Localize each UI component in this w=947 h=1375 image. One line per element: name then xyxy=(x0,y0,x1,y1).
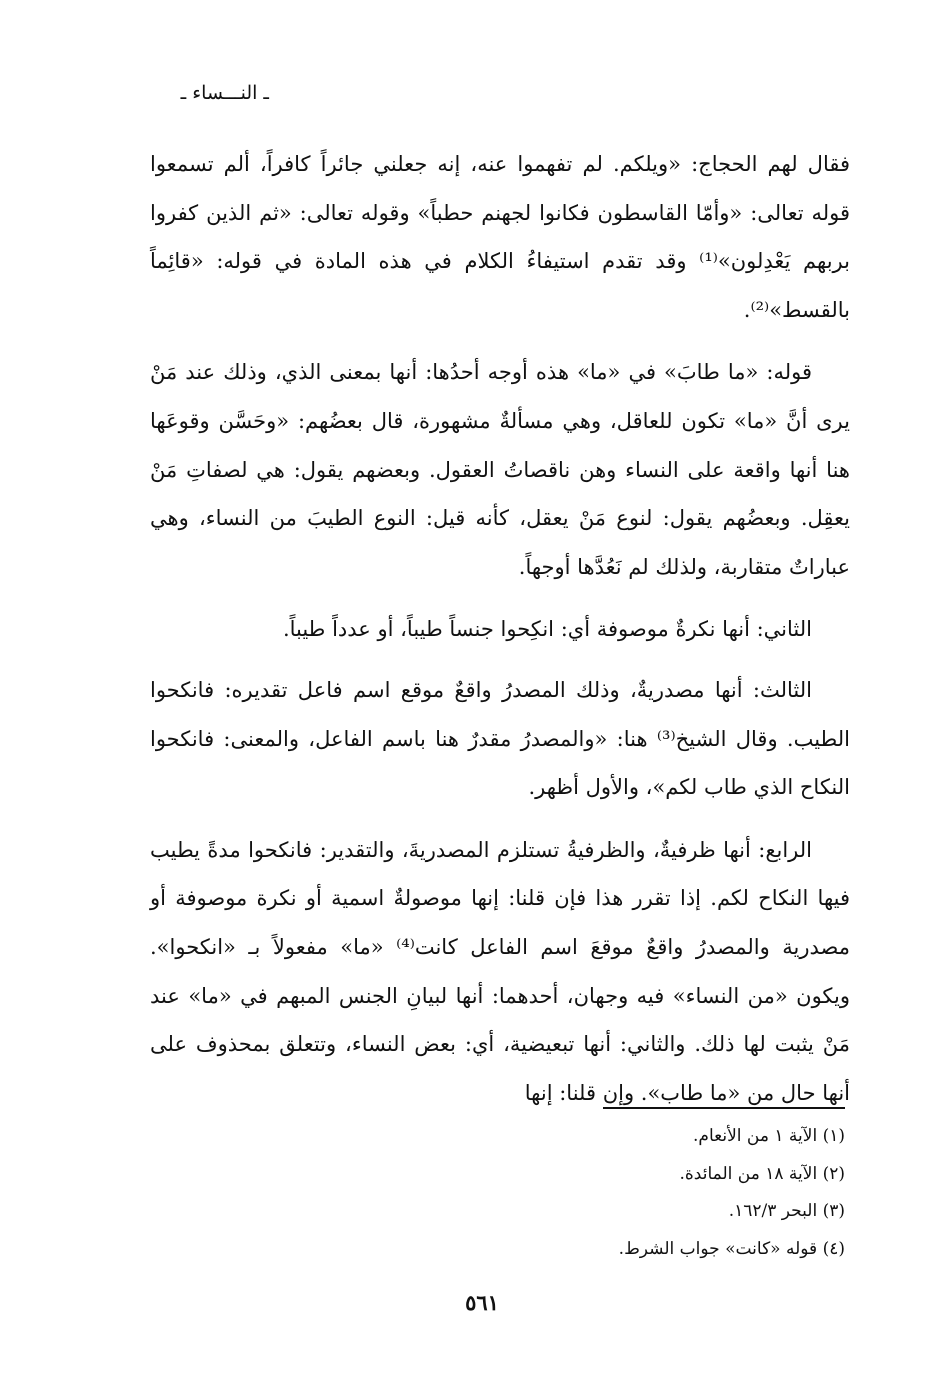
footnote-divider xyxy=(603,1107,845,1109)
paragraph-3: الثاني: أنها نكرةٌ موصوفة أي: انكِحوا جنساً طيباً، أو عدداً طيباً. xyxy=(282,617,812,642)
footnote-4: (٤) قوله «كانت» جواب الشرط. xyxy=(618,1238,845,1259)
footnote-1: (١) الآية ١ من الأنعام. xyxy=(693,1126,845,1146)
body-text xyxy=(150,140,850,1131)
footnote-3: (٣) البحر ١٦٢/٣. xyxy=(728,1201,845,1221)
page-number: ٥٦١ xyxy=(465,1290,499,1315)
footnotes xyxy=(445,1118,845,1268)
footnote-2: (٢) الآية ١٨ من المائدة. xyxy=(679,1163,845,1184)
paragraph-2: قوله: «ما طابَ» في «ما» هذه أوجه أحدُها: أنها بمعنى الذي، وذلك عند مَنْ يرى أنَّ «ما» تكون للعاقل، وهي مسألةٌ مشهورة، قال بعضُهم: «وحَسَّن وقوعَها هنا أنها واقعة على النساء وهن ناقصاتُ العقول. وبعضهم يقول: هي لصفاتِ مَنْ يعقِل. وبعضُهم يقول: لنوع مَنْ يعقل، كأنه قيل: النوع الطيبَ من النساء، وهي عباراتٌ متقاربة، ولذلك لم نَعُدَّها أوجهاً. xyxy=(150,360,850,579)
paragraph-5: الرابع: أنها ظرفيةٌ، والظرفيةُ تستلزم المصدريةَ، والتقدير: فانكحوا مدةً يطيب فيها النكاح لكم. إذا تقرر هذا فإن قلنا: إنها موصولةٌ اسمية أو نكرة موصوفة أو مصدرية والمصدرُ واقعٌ موقعَ اسم الفاعل كانت⁽⁴⁾ «ما» مفعولاً بـ «انكحوا». ويكون «من النساء» فيه وجهان، أحدهما: أنها لبيانِ الجنس المبهم في «ما» عند مَنْ يثبت لها ذلك. والثاني: أنها تبعيضية، أي: بعض النساء، وتتعلق بمحذوف على أنها حال من «ما طاب». وإن قلنا: إنها xyxy=(150,837,850,1105)
running-head: ـ النـــساء ـ xyxy=(180,82,269,104)
paragraph-1: فقال لهم الحجاج: «ويلكم. لم تفهموا عنه، إنه جعلني جائراً كافراً، ألم تسمعوا قوله تعالى: «وأمّا القاسطون فكانوا لجهنم حطباً» وقوله تعالى: «ثم الذين كفروا بربهم يَعْدِلون»⁽¹⁾ وقد تقدم استيفاءُ الكلام في هذه المادة في قوله: «قائِماً بالقسط»⁽²⁾. xyxy=(150,152,850,322)
paragraph-4: الثالث: أنها مصدريةٌ، وذلك المصدرُ واقعٌ موقع اسم فاعل تقديره: فانكحوا الطيب. وقال الشيخ⁽³⁾ هنا: «والمصدرُ مقدرٌ هنا باسم الفاعل، والمعنى: فانكحوا النكاح الذي طاب لكم»، والأول أظهر. xyxy=(150,677,850,800)
